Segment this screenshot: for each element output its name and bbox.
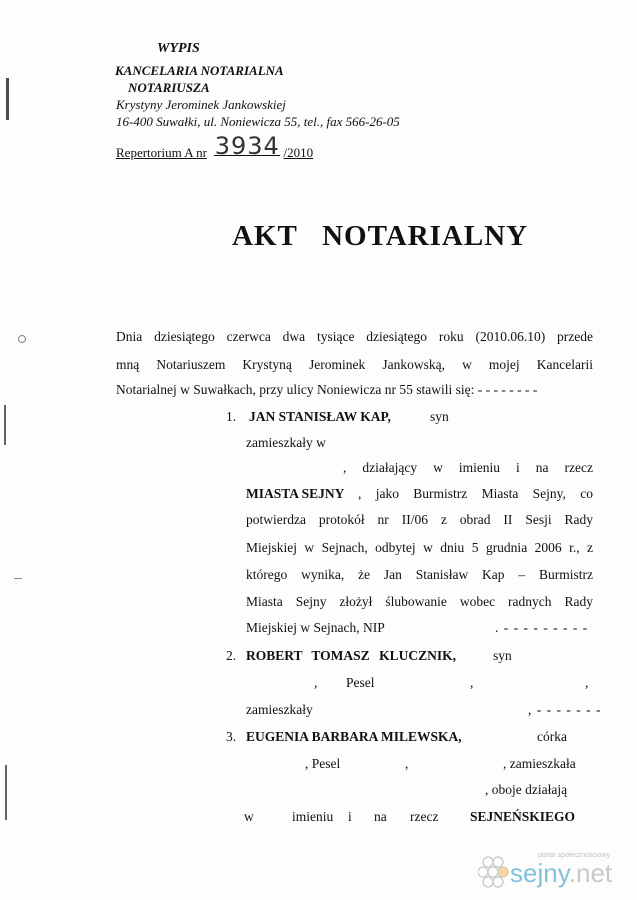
scan-artifact (18, 335, 26, 343)
person-2-line: zamieszkały (246, 702, 313, 717)
office-address: 16-400 Suwałki, ul. Noniewicza 55, tel., fax 566-26-05 (116, 114, 400, 129)
repertorium (116, 132, 314, 161)
notary-name: Krystyny Jerominek Jankowskiej (116, 97, 286, 112)
hexagon-logo-icon (478, 854, 514, 894)
scan-artifact (5, 765, 7, 820)
person-1-name: JAN STANISŁAW KAP, (249, 409, 391, 424)
person-3-line: , zamieszkała (503, 756, 576, 771)
person-3-line: na (374, 809, 387, 824)
person-2-line: , - - - - - - - (528, 702, 602, 717)
person-2-line: , (314, 675, 318, 690)
person-3-relation: córka (537, 729, 567, 744)
intro-line-3: Notarialnej w Suwałkach, przy ulicy Noniewicza nr 55 stawili się: - - - - - - - - (116, 382, 538, 397)
person-2-line: Pesel (346, 675, 375, 690)
scan-artifact (14, 578, 22, 584)
person-2-line: , (585, 675, 589, 690)
intro-line-2: mną Notariuszem Krystyną Jerominek Jankowską, w mojej Kancelarii (116, 357, 593, 372)
scan-artifact (4, 405, 6, 445)
watermark-tagline: portal społecznościowy (538, 852, 610, 859)
scan-artifact (6, 78, 9, 120)
person-3-line: rzecz (410, 809, 439, 824)
person-1-line: , działający w imieniu i na rzecz (343, 460, 593, 475)
person-3-line: , oboje działają (485, 782, 568, 797)
person-3-number: 3. (226, 729, 237, 744)
wypis-heading: WYPIS (157, 41, 200, 56)
person-1-number: 1. (226, 409, 237, 424)
person-2-line: , (470, 675, 474, 690)
repertorium-year: /2010 (283, 145, 314, 160)
person-3-line: w (244, 809, 254, 824)
document-title: AKT NOTARIALNY (232, 220, 529, 252)
person-1-line: , jako Burmistrz Miasta Sejny, co (358, 486, 593, 501)
person-2-name: ROBERT TOMASZ KLUCZNIK, (246, 648, 456, 663)
sejny-net-watermark (478, 852, 633, 896)
person-1-line: Miasta Sejny złożył ślubowanie wobec radnych Rady (246, 594, 593, 609)
person-3-name: EUGENIA BARBARA MILEWSKA, (246, 729, 462, 744)
watermark-brand-tld: .net (568, 858, 613, 888)
repertorium-number: 3934 (214, 132, 280, 160)
person-1-line: Miejskiej w Sejnach, NIP (246, 620, 385, 635)
person-2-number: 2. (226, 648, 237, 663)
person-1-line: Miejskiej w Sejnach, odbytej w dniu 5 grudnia 2006 r., z (246, 540, 593, 555)
person-3-line: , (405, 756, 409, 771)
repertorium-label: Repertorium A nr (116, 145, 207, 160)
person-3-entity: SEJNEŃSKIEGO (470, 809, 576, 824)
notary-title: NOTARIUSZA (128, 80, 210, 95)
person-1-entity: MIASTA SEJNY (246, 486, 345, 501)
person-1-relation: syn (430, 409, 449, 424)
person-3-line: imieniu (292, 809, 334, 824)
person-2-relation: syn (493, 648, 512, 663)
person-1-line: którego wynika, że Jan Stanisław Kap – Burmistrz (246, 567, 593, 582)
intro-line-1: Dnia dziesiątego czerwca dwa tysiące dziesiątego roku (2010.06.10) przede (116, 329, 593, 344)
watermark-brand-main: sejny (510, 858, 569, 888)
person-1-line: . - - - - - - - - - (495, 620, 589, 635)
office-name: KANCELARIA NOTARIALNA (115, 63, 284, 78)
person-1-line: zamieszkały w (246, 435, 326, 450)
person-3-line: i (348, 809, 352, 824)
person-1-line: potwierdza protokół nr II/06 z obrad II Sesji Rady (246, 512, 593, 527)
watermark-brand (510, 858, 612, 888)
person-3-line: , Pesel (305, 756, 341, 771)
